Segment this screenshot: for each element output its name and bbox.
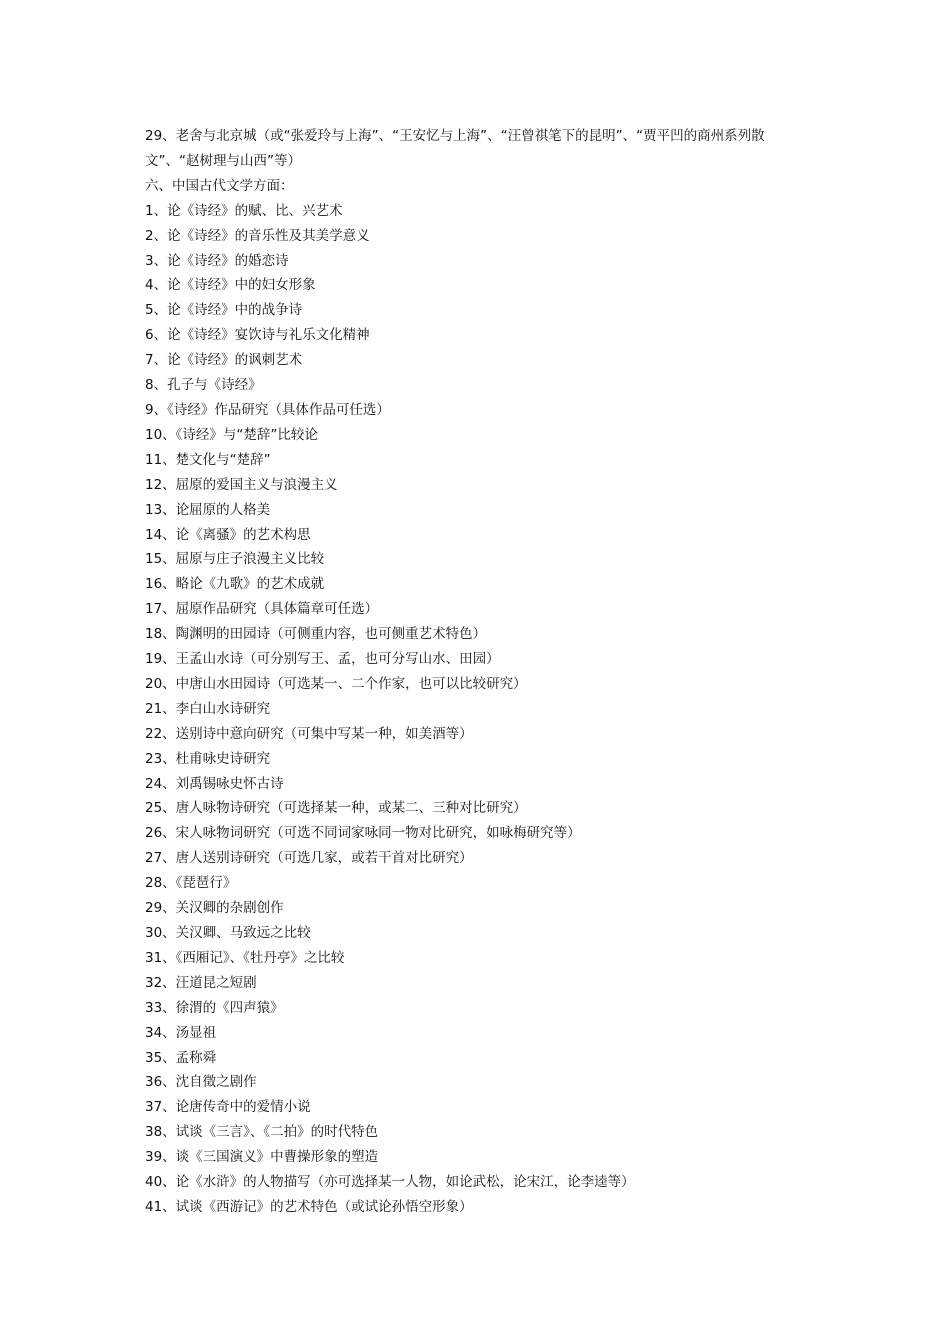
list-item: 18、陶渊明的田园诗（可侧重内容，也可侧重艺术特色）	[145, 626, 487, 643]
list-item: 28、《琵琶行》	[145, 875, 237, 892]
list-item: 36、沈自徵之剧作	[145, 1074, 257, 1091]
list-item: 7、论《诗经》的讽刺艺术	[145, 352, 303, 369]
list-item: 33、徐渭的《四声猿》	[145, 999, 284, 1016]
list-item: 38、试谈《三言》、《二拍》的时代特色	[145, 1124, 379, 1141]
list-item: 27、唐人送别诗研究（可选几家，或若干首对比研究）	[145, 850, 473, 867]
list-item: 35、孟称舜	[145, 1049, 217, 1066]
list-item: 8、孔子与《诗经》	[145, 377, 262, 394]
list-item: 2、论《诗经》的音乐性及其美学意义	[145, 227, 370, 244]
list-item: 37、论唐传奇中的爱情小说	[145, 1099, 311, 1116]
list-item: 9、《诗经》作品研究（具体作品可任选）	[145, 401, 390, 418]
list-item: 32、汪道昆之短剧	[145, 974, 257, 991]
list-item: 29、关汉卿的杂剧创作	[145, 900, 284, 917]
list-item: 24、刘禹锡咏史怀古诗	[145, 775, 284, 792]
list-item: 6、论《诗经》宴饮诗与礼乐文化精神	[145, 327, 370, 344]
list-item: 13、论屈原的人格美	[145, 501, 271, 518]
list-item: 26、宋人咏物词研究（可选不同词家咏同一物对比研究，如咏梅研究等）	[145, 825, 581, 842]
list-item: 30、关汉卿、马致远之比较	[145, 925, 311, 941]
list-item: 25、唐人咏物诗研究（可选择某一种，或某二、三种对比研究）	[145, 800, 527, 817]
list-item: 34、汤显祖	[145, 1024, 217, 1041]
list-item: 3、论《诗经》的婚恋诗	[145, 252, 289, 269]
list-item: 1、论《诗经》的赋、比、兴艺术	[145, 202, 343, 219]
list-item: 31、《西厢记》、《牡丹亭》之比较	[145, 949, 345, 966]
list-item: 10、《诗经》与“楚辞”比较论	[145, 426, 318, 443]
list-item: 5、论《诗经》中的战争诗	[145, 302, 303, 319]
list-item: 21、李白山水诗研究	[145, 700, 271, 717]
document-body	[145, 124, 817, 1220]
list-item: 12、屈原的爱国主义与浪漫主义	[145, 476, 338, 493]
list-item: 40、论《水浒》的人物描写（亦可选择某一人物，如论武松，论宋江，论李逵等）	[145, 1174, 635, 1191]
list-item: 14、论《离骚》的艺术构思	[145, 526, 311, 543]
list-item: 4、论《诗经》中的妇女形象	[145, 277, 316, 294]
list-item: 15、屈原与庄子浪漫主义比较	[145, 551, 325, 568]
list-item: 11、楚文化与“楚辞”	[145, 451, 271, 468]
list-item: 17、屈原作品研究（具体篇章可任选）	[145, 601, 379, 618]
list-item: 20、中唐山水田园诗（可选某一、二个作家，也可以比较研究）	[145, 675, 527, 692]
section-heading: 六、中国古代文学方面：	[145, 177, 294, 194]
list-item: 16、略论《九歌》的艺术成就	[145, 576, 325, 593]
list-item: 39、谈《三国演义》中曹操形象的塑造	[145, 1149, 379, 1166]
list-item: 23、杜甫咏史诗研究	[145, 750, 271, 767]
topic-list	[145, 199, 817, 1220]
list-item: 22、送别诗中意向研究（可集中写某一种，如美酒等）	[145, 725, 473, 742]
list-item: 41、试谈《西游记》的艺术特色（或试论孙悟空形象）	[145, 1198, 473, 1215]
intro-item: 29、老舍与北京城（或“张爱玲与上海”、“王安忆与上海”、“汪曾祺笔下的昆明”、“贾平凹的商州系列散文”、“赵树理与山西”等）	[145, 128, 765, 169]
list-item: 19、王孟山水诗（可分别写王、孟，也可分写山水、田园）	[145, 651, 500, 668]
